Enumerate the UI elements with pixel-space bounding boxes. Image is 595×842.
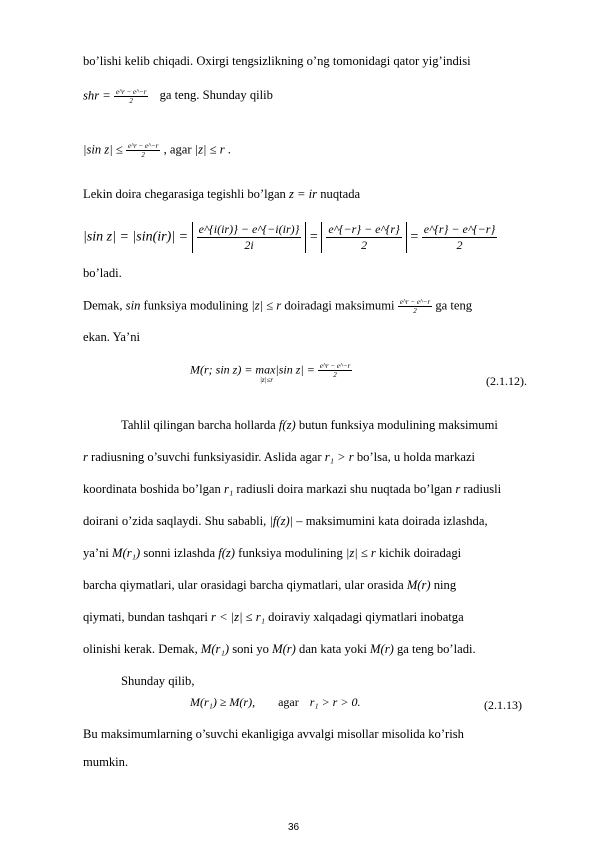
fraction-exp-3: $\frac{e\^{}r - e\^{}-r}{2}$ (399, 298, 431, 315)
big-eq-num-1: e^{i(ir)} − e^{−i(ir)} (198, 222, 300, 236)
p2-line-8 (83, 642, 476, 657)
formula-M-r: M(r) (406, 578, 431, 592)
big-eq-num-3: e^{r} − e^{−r} (423, 222, 496, 236)
p2-line-5 (83, 546, 461, 561)
formula-fz: f(z) (278, 418, 296, 432)
eq-sign-2: = (410, 229, 419, 245)
p2-4a: doirani o’zida saqlaydi. Shu sababli, (83, 514, 270, 528)
text-line-1: bo’lishi kelib chiqadi. Oxirgi tengsizlikning o’ng tomonidagi qator yig’indisi (83, 54, 471, 68)
big-equation (83, 222, 497, 253)
text-line-3 (83, 142, 231, 159)
formula-M-r1-2: M(r₁) (200, 642, 230, 656)
big-eq-abs-1 (192, 222, 307, 253)
formula-z-le-r-3: |z| ≤ r (345, 546, 376, 560)
p2-3a: koordinata boshida bo’lgan (83, 482, 224, 496)
formula-abs-fz: |f(z)| (269, 514, 294, 528)
p2-5b: sonni izlashda (140, 546, 219, 560)
p2-line-1 (121, 418, 498, 433)
p2-line-7 (83, 610, 464, 625)
equation-2-1-12 (190, 362, 352, 384)
formula-M-r-2: M(r) (272, 642, 296, 656)
p2-7b: doiraviy xalqadagi qiymatlari inobatga (265, 610, 464, 624)
big-eq-abs-2 (321, 222, 407, 253)
p2-line-4 (83, 514, 488, 529)
text-line-2-tail: ga teng. Shunday qilib (159, 88, 273, 103)
formula-z-eq-ir: z = ir (288, 187, 318, 201)
p2-7a: qiymati, bundan tashqari (83, 610, 212, 624)
formula-z-le-r-2: |z| ≤ r (251, 298, 282, 313)
p2-8c: dan kata yoki (295, 642, 371, 656)
text-line-4-a: Lekin doira chegarasiga tegishli bo’lgan (83, 187, 289, 201)
text-line-4-b: nuqtada (317, 187, 361, 201)
eq1-lhs: M(r; sin z) = max|sin z| = (190, 362, 315, 377)
text-demak: Demak, (83, 298, 126, 313)
eq2-agar: agar (278, 695, 299, 709)
formula-M-r1: M(r₁) (112, 546, 141, 560)
text-line-7 (83, 298, 472, 315)
eq1-subscript: |z|≤r (260, 376, 274, 384)
big-eq-lhs: |sin z| = |sin(ir)| = (83, 229, 189, 245)
formula-shr: shr = (83, 88, 111, 103)
p2-6a: barcha qiymatlari, ular orasidagi barcha qiymatlari, ular orasida (83, 578, 407, 592)
equation-number-2-1-13: (2.1.13) (484, 698, 522, 712)
p2-8d: ga teng bo’ladi. (393, 642, 476, 656)
text-line-8: ekan. Ya’ni (83, 330, 141, 344)
fraction-exp-4: $\frac{e\^{}r - e\^{}-r}{2}$ (319, 362, 351, 379)
last-line-1: Bu maksimumlarning o’suvchi ekanligiga avvalgi misollar misolida ko’rish (83, 727, 464, 741)
eq-sign-1: = (309, 229, 318, 245)
eq2-cond: r₁ > r > 0. (309, 695, 361, 709)
p2-1b: butun funksiya modulining maksimumi (295, 418, 498, 432)
equation-number-2-1-12: (2.1.12). (486, 374, 527, 388)
eq2-lhs: M(r₁) ≥ M(r), (190, 695, 256, 709)
p2-4b: – maksimumini kata doirada izlashda, (293, 514, 488, 528)
fraction-exp-2: $\frac{e\^{}r - e\^{}-r}{2}$ (127, 142, 159, 159)
p2-line-2 (83, 450, 475, 465)
p2-5a: ya’ni (83, 546, 113, 560)
text-line-4 (83, 187, 360, 202)
text-line-7-c: doiradagi maksimumi (281, 298, 398, 313)
p2-8b: soni yo (229, 642, 273, 656)
formula-sinz-abs: |sin z| ≤ (83, 142, 123, 157)
formula-r: r (83, 450, 88, 464)
formula-sin: sin (125, 298, 141, 313)
equation-2-1-13 (190, 695, 360, 710)
formula-r1: r₁ (223, 482, 234, 496)
p2-5d: kichik doiradagi (375, 546, 462, 560)
p3-line: Shunday qilib, (121, 674, 195, 688)
p2-2a: radiusning o’suvchi funksiyasidir. Aslida agar (87, 450, 325, 464)
big-eq-frac-3 (422, 222, 498, 253)
text-agar: , agar (163, 142, 195, 157)
big-eq-num-2: e^{−r} − e^{r} (328, 222, 400, 236)
p2-3c: radiusli (460, 482, 502, 496)
formula-r1-gt-r: r₁ > r (324, 450, 354, 464)
text-dot: . (227, 142, 231, 157)
p2-5c: funksiya modulining (235, 546, 346, 560)
p2-8a: olinishi kerak. Demak, (83, 642, 201, 656)
formula-fz-2: f(z) (218, 546, 235, 560)
big-eq-den-2: 2 (361, 238, 368, 252)
p2-2b: bo’lsa, u holda markazi (353, 450, 476, 464)
formula-M-r-3: M(r) (370, 642, 394, 656)
fraction-exp: $\frac{e\^{}r - e\^{}-r}{2}$ (115, 88, 147, 105)
p2-1a: Tahlil qilingan barcha hollarda (121, 418, 279, 432)
formula-r-2: r (455, 482, 461, 496)
p2-line-6 (83, 578, 456, 593)
big-eq-den-1: 2i (244, 238, 254, 252)
page-number: 36 (288, 822, 300, 833)
text-line-2 (83, 88, 273, 105)
text-line-7-d: ga teng (432, 298, 473, 313)
p2-6b: ning (430, 578, 457, 592)
text-line-6: bo’ladi. (83, 266, 122, 280)
p2-line-3 (83, 482, 501, 497)
formula-annulus: r < |z| ≤ r₁ (211, 610, 266, 624)
text-line-7-b: funksiya modulining (140, 298, 252, 313)
formula-z-le-r: |z| ≤ r (194, 142, 225, 157)
big-eq-den-3: 2 (456, 238, 463, 252)
p2-3b: radiusli doira markazi shu nuqtada bo’lgan (233, 482, 456, 496)
last-line-2: mumkin. (83, 755, 129, 769)
